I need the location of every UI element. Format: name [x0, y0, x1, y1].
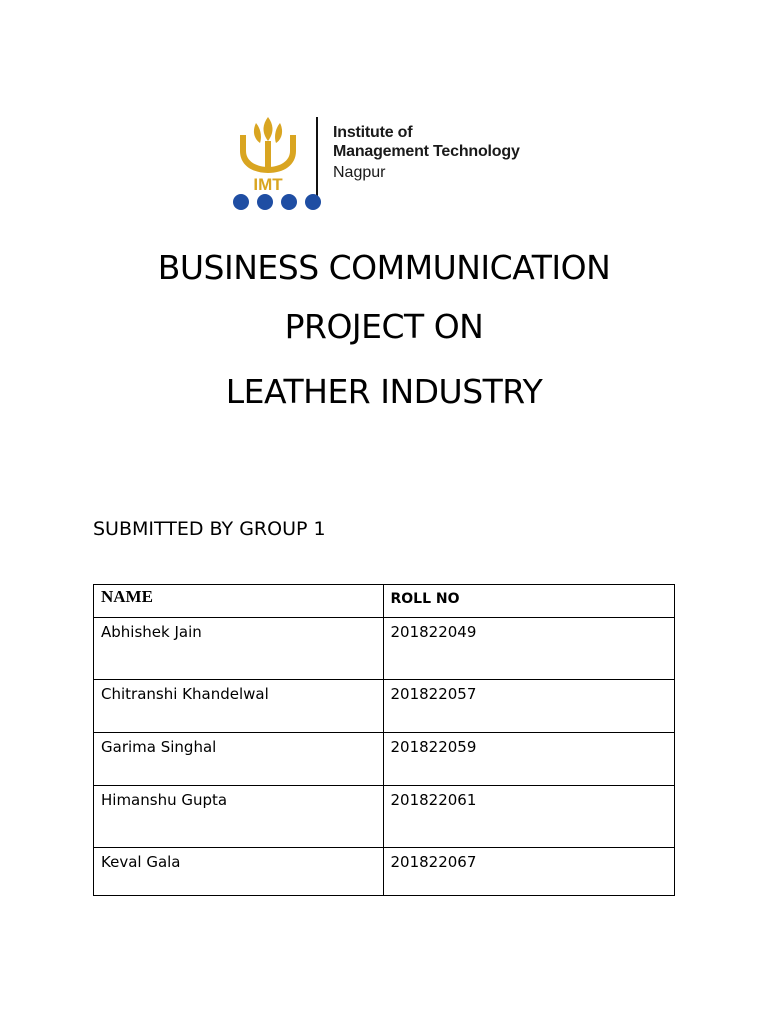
member-name: Garima Singhal: [94, 733, 384, 786]
member-name: Chitranshi Khandelwal: [94, 680, 384, 733]
table-header-row: [94, 585, 675, 618]
table-row: [94, 848, 675, 896]
title-line-1: BUSINESS COMMUNICATION: [157, 248, 611, 287]
submitted-by: SUBMITTED BY GROUP 1: [93, 518, 326, 540]
institute-line-3: Nagpur: [333, 164, 386, 182]
table-row: [94, 618, 675, 680]
imt-logo: [226, 113, 546, 213]
logo-dot: [281, 194, 297, 210]
member-roll: 201822049: [383, 618, 675, 680]
table-row: [94, 733, 675, 786]
table-row: [94, 786, 675, 848]
member-roll: 201822057: [383, 680, 675, 733]
header-name: NAME: [94, 585, 384, 618]
member-roll: 201822067: [383, 848, 675, 896]
logo-dot: [305, 194, 321, 210]
member-roll: 201822059: [383, 733, 675, 786]
member-name: Abhishek Jain: [94, 618, 384, 680]
member-roll: 201822061: [383, 786, 675, 848]
institute-line-1: Institute of: [333, 124, 413, 141]
logo-dot: [233, 194, 249, 210]
title-line-3: LEATHER INDUSTRY: [225, 372, 543, 411]
imt-emblem-icon: [226, 113, 310, 193]
member-name: Keval Gala: [94, 848, 384, 896]
title-line-2: PROJECT ON: [284, 307, 484, 346]
header-roll-no: ROLL NO: [383, 585, 675, 618]
emblem-label: IMT: [253, 175, 283, 193]
logo-dots: [233, 194, 321, 210]
table-row: [94, 680, 675, 733]
institute-line-2: Management Technology: [333, 143, 520, 161]
logo-divider: [316, 117, 318, 201]
member-name: Himanshu Gupta: [94, 786, 384, 848]
logo-dot: [257, 194, 273, 210]
members-table: [93, 584, 675, 896]
institute-name: [333, 123, 520, 183]
